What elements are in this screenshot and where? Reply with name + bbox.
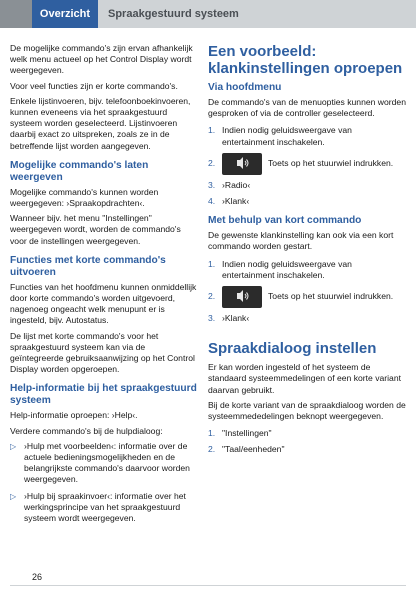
step-number: 4.: [208, 196, 216, 207]
footer-divider: [10, 585, 406, 586]
step-number: 3.: [208, 179, 216, 190]
step-number: 2.: [208, 444, 216, 455]
section-heading-via-main-menu: Via hoofdmenu: [208, 82, 282, 93]
step-number: 2.: [208, 158, 216, 169]
step-text: "Taal/eenheden": [222, 444, 285, 455]
paragraph: Verdere commando's bij de hulpdialoog:: [10, 425, 163, 436]
paragraph: Functies van het hoofdmenu kunnen onmiddellijk door korte commando's worden uitgevoerd, nagenoeg ongeacht welk menupunt er is ingesteld, bijv. Autostatus.: [10, 281, 197, 326]
paragraph: Voor veel functies zijn er korte commando's.: [10, 80, 178, 91]
voice-command-button-icon: [222, 286, 262, 308]
step-item: [208, 125, 406, 147]
section-title-dialog-settings: Spraakdialoog instellen: [208, 340, 377, 358]
section-heading-short-command: Met behulp van kort commando: [208, 215, 362, 227]
step-text: Indien nodig geluidsweergave van entertainment inschakelen.: [222, 258, 352, 280]
right-column: [208, 43, 406, 461]
left-column: [10, 43, 198, 529]
step-text: ›Radio‹: [222, 179, 251, 190]
section-title-example: Een voorbeeld: klankinstellingen oproepen: [208, 43, 403, 77]
paragraph: De gewenste klankinstelling kan ook via een kort commando worden gestart.: [208, 230, 394, 252]
paragraph: Help-informatie oproepen: ›Help‹.: [10, 410, 138, 421]
step-text: Toets op het stuurwiel indrukken.: [268, 291, 394, 302]
bullet-item: [10, 441, 198, 486]
page-number: 26: [32, 572, 43, 582]
header-tab-overzicht[interactable]: Overzicht: [32, 0, 98, 28]
page-header: [0, 0, 416, 28]
paragraph: De commando's van de menuopties kunnen worden gesproken of via de controller geselecteerd.: [208, 97, 406, 119]
step-number: 1.: [208, 258, 216, 269]
paragraph: Enkele lijstinvoeren, bijv. telefoonboekinvoeren, kunnen eveneens via het spraakgestuurd systeem worden geselecteerd. Lijstinvoeren daarbij exact zo uitspreken, zoals ze in de betreffende lijst worden aangegeven.: [10, 95, 191, 151]
paragraph: Bij de korte variant van de spraakdialoog worden de systeemmededelingen beknopt weergegeven.: [208, 399, 406, 422]
header-gray-block: [0, 0, 32, 28]
paragraph: De lijst met korte commando's voor het spraakgestuurd systeem kan via de geïntegreerde gebruiksaanwijzing op het Control Display worden opgeroepen.: [10, 330, 195, 375]
step-number: 3.: [208, 313, 216, 324]
step-item: [208, 313, 406, 324]
step-text: Toets op het stuurwiel indrukken.: [268, 158, 394, 169]
step-item: [208, 153, 406, 175]
step-text: ›Klank‹: [222, 196, 250, 207]
section-heading-short-commands: Functies met korte commando's uitvoeren: [10, 254, 166, 278]
step-text: "Instellingen": [222, 428, 272, 439]
step-number: 1.: [208, 428, 216, 439]
step-text: ›Klank‹: [222, 313, 250, 324]
step-item: [208, 259, 406, 281]
header-title: Spraakgestuurd systeem: [108, 8, 239, 20]
triangle-bullet-icon: ▷: [10, 441, 17, 451]
step-item: [208, 286, 406, 308]
section-heading-help: Help-informatie bij het spraakgestuurd systeem: [10, 383, 197, 407]
voice-command-button-icon: [222, 153, 262, 175]
bullet-item: [10, 491, 198, 525]
step-item: [208, 196, 406, 207]
paragraph: Wanneer bijv. het menu "Instellingen" weergegeven wordt, worden de commando's voor de instellingen weergegeven.: [10, 213, 181, 246]
paragraph: Er kan worden ingesteld of het systeem de standaard systeemmedelingen of een korte variant daarvan gebruikt.: [208, 362, 401, 395]
bullet-text: ›Hulp bij spraakinvoer‹: informatie over het werkingsprincipe van het spraakgestuurd systeem wordt weergegeven.: [24, 490, 186, 524]
step-text: Indien nodig geluidsweergave van entertainment inschakelen.: [222, 125, 352, 147]
step-number: 2.: [208, 291, 216, 302]
triangle-bullet-icon: ▷: [10, 491, 17, 501]
step-item: [208, 428, 406, 439]
section-heading-possible-commands: Mogelijke commando's laten weergeven: [10, 159, 149, 183]
step-item: [208, 444, 406, 455]
paragraph: Mogelijke commando's kunnen worden weergegeven: ›Spraakopdrachten‹.: [10, 186, 159, 209]
step-number: 1.: [208, 125, 216, 136]
step-item: [208, 180, 406, 191]
paragraph: De mogelijke commando's zijn ervan afhankelijk welk menu actueel op het Control Display wordt weergegeven.: [10, 43, 193, 76]
bullet-text: ›Hulp met voorbeelden‹: informatie over de actuele bedieningsmogelijkheden en de belangrijkste commando's daarvoor worden weergegeven.: [24, 440, 190, 485]
